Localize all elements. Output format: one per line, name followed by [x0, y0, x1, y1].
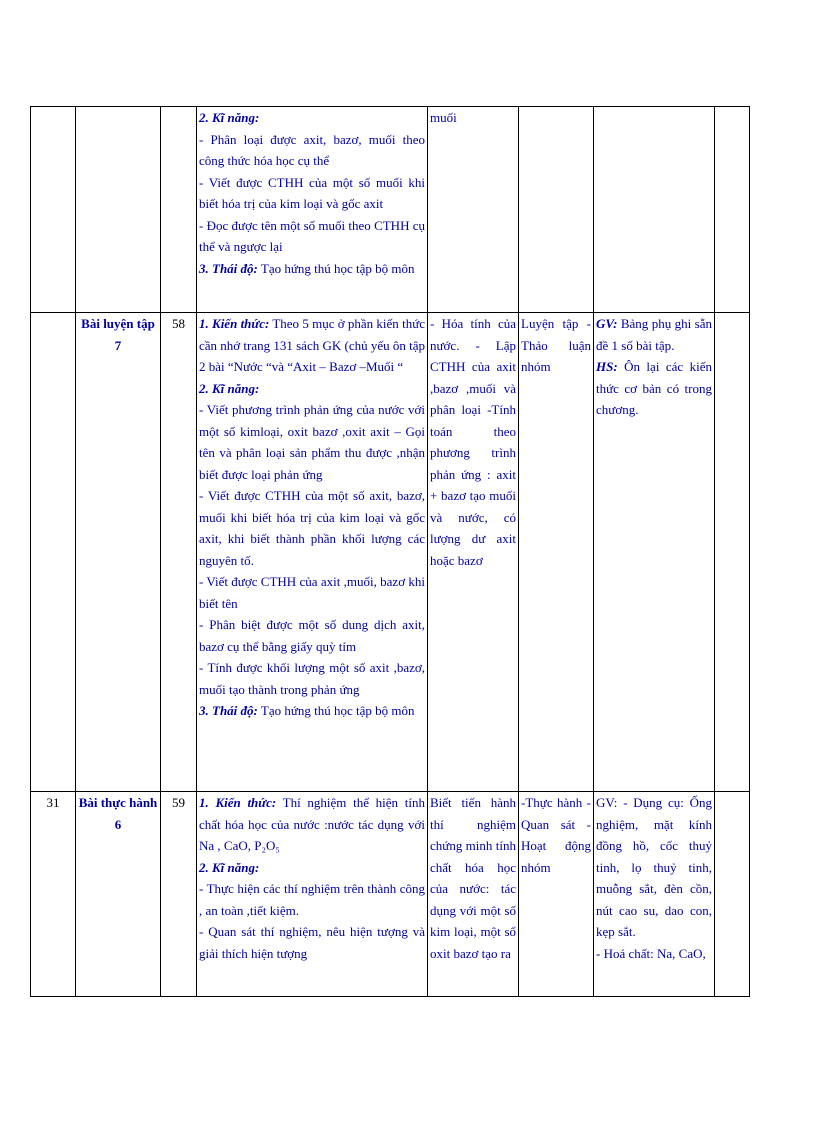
objective-line: [199, 857, 425, 879]
preparation-line: [596, 356, 712, 421]
objective-line: [199, 399, 425, 485]
week-number-cell: [31, 792, 76, 997]
objective-text: Tạo hứng thú học tập bộ môn: [257, 703, 415, 718]
method-cell: [519, 313, 594, 792]
method-cell: [519, 107, 594, 313]
period-number-cell: [161, 107, 197, 313]
objective-heading: 2. Kĩ năng:: [199, 110, 260, 125]
preparation-heading: GV:: [596, 316, 618, 331]
period-number: 58: [172, 316, 185, 331]
objective-line: [199, 571, 425, 614]
notes-cell: [715, 107, 750, 313]
preparation-cell: [594, 107, 715, 313]
lesson-name: Bài luyện tập 7: [81, 316, 155, 353]
objective-text: - Phân biệt được một số dung dịch axit, bazơ cụ thể bằng giấy quỳ tím: [199, 617, 425, 654]
objective-text: Tạo hứng thú học tập bộ môn: [257, 260, 415, 276]
objective-heading: 3. Thái độ:: [199, 260, 258, 276]
week-number-cell: [31, 107, 76, 313]
objective-line: [199, 215, 425, 258]
objective-line: [199, 878, 425, 921]
key-content: Biết tiến hành thí nghiệm chứng minh tính chất hóa học của nước: tác dụng với một số kim loại, một số oxit bazơ tạo ra: [430, 795, 516, 961]
objective-text: - Viết được CTHH của một số muối khi biết hóa trị của kim loại và gốc axit: [199, 174, 425, 211]
curriculum-table: [30, 106, 750, 997]
objective-text: - Đọc được tên một số muối theo CTHH cụ thể và ngược lại: [199, 217, 425, 254]
objective-line: [199, 129, 425, 172]
objective-line: [199, 700, 425, 722]
objective-heading: 1. Kiến thức:: [199, 316, 270, 331]
objective-text: Thí nghiệm thể hiện tính chất hóa học của nước :nước tác dụng với Na , CaO, P₂O₅: [199, 795, 425, 853]
preparation-text: Bảng phụ ghi sẵn đề 1 số bài tập.: [596, 316, 712, 353]
objective-text: Theo 5 mục ở phần kiến thức cần nhớ trang 131 sách GK (chủ yếu ôn tập 2 bài “Nước “và “Axit – Bazơ –Muối “: [199, 316, 426, 374]
objective-text: - Quan sát thí nghiệm, nêu hiện tượng và giải thích hiện tượng: [199, 924, 425, 961]
objective-line: [199, 614, 425, 657]
method-cell: [519, 792, 594, 997]
objective-heading: 2. Kĩ năng:: [199, 859, 260, 875]
preparation-line: [596, 792, 712, 943]
preparation-text: Ôn lại các kiến thức cơ bản có trong chương.: [596, 359, 712, 417]
objectives-cell: [197, 792, 428, 997]
objectives-cell: [197, 313, 428, 792]
objective-line: [199, 107, 425, 129]
objectives-cell: [197, 107, 428, 313]
key-content: muối: [430, 110, 457, 125]
period-number-cell: [161, 313, 197, 792]
objective-line: [199, 172, 425, 215]
objective-text: - Phân loại được axit, bazơ, muối theo công thức hóa học cụ thể: [199, 131, 425, 168]
key-content-cell: [428, 313, 519, 792]
lesson-name: Bài thực hành 6: [78, 795, 158, 832]
method-text: -Thực hành - Quan sát - Hoạt động nhóm: [521, 795, 591, 875]
week-number: 31: [46, 795, 60, 810]
period-number-cell: [161, 792, 197, 997]
objective-text: - Thực hiện các thí nghiệm trên thành công , an toàn ,tiết kiệm.: [199, 881, 425, 918]
objective-line: [199, 792, 425, 857]
key-content-cell: [428, 792, 519, 997]
objective-heading: 2. Kĩ năng:: [199, 380, 260, 396]
week-number-cell: [31, 313, 76, 792]
period-number: 59: [172, 795, 185, 810]
key-content-cell: [428, 107, 519, 313]
method-text: Luyện tập - Thảo luận nhóm: [521, 316, 591, 374]
objective-line: [199, 313, 425, 378]
objective-text: - Viết được CTHH của axit ,muối, bazơ khi biết tên: [199, 574, 425, 611]
table-row: [31, 313, 750, 792]
table-row: [31, 792, 750, 997]
preparation-line: [596, 943, 712, 965]
objective-heading: 3. Thái độ:: [199, 703, 258, 718]
preparation-line: [596, 313, 712, 356]
objective-line: [199, 485, 425, 571]
lesson-name-cell: [76, 107, 161, 313]
table-row: [31, 107, 750, 313]
preparation-heading: HS:: [596, 359, 618, 374]
objective-heading: 1. Kiến thức:: [199, 795, 277, 810]
preparation-cell: [594, 792, 715, 997]
objective-line: [199, 378, 425, 400]
notes-cell: [715, 792, 750, 997]
objective-line: [199, 657, 425, 700]
notes-cell: [715, 313, 750, 792]
preparation-text: GV: - Dụng cụ: Ống nghiệm, mặt kính đồng hồ, cốc thuỷ tinh, lọ thuỷ tinh, muỗng sắt, đèn cồn, nút cao su, dao con, kẹp sắt.: [596, 795, 712, 939]
preparation-cell: [594, 313, 715, 792]
lesson-name-cell: [76, 792, 161, 997]
objective-text: - Tính được khối lượng một số axit ,bazơ, muối tạo thành trong phản ứng: [199, 660, 425, 697]
objective-text: - Viết phương trình phản ứng của nước với một số kimloại, oxit bazơ ,oxit axit – Gọi tên và phân loại sản phẩm thu được ,nhận biết được loại phản ứng: [199, 402, 425, 482]
preparation-text: - Hoá chất: Na, CaO,: [596, 945, 706, 961]
objective-text: - Viết được CTHH của một số axit, bazơ, muối khi biết hóa trị của kim loại và gốc axit, khi biết thành phần khối lượng các nguyên tố.: [199, 488, 425, 568]
objective-line: [199, 258, 425, 280]
key-content: - Hóa tính của nước. - Lập CTHH của axit ,bazơ ,muối và phân loại -Tính toán theo phương trình phản ứng : axit + bazơ tạo muối và nước, có lượng dư axit hoặc bazơ: [430, 316, 516, 568]
lesson-name-cell: [76, 313, 161, 792]
objective-line: [199, 921, 425, 964]
